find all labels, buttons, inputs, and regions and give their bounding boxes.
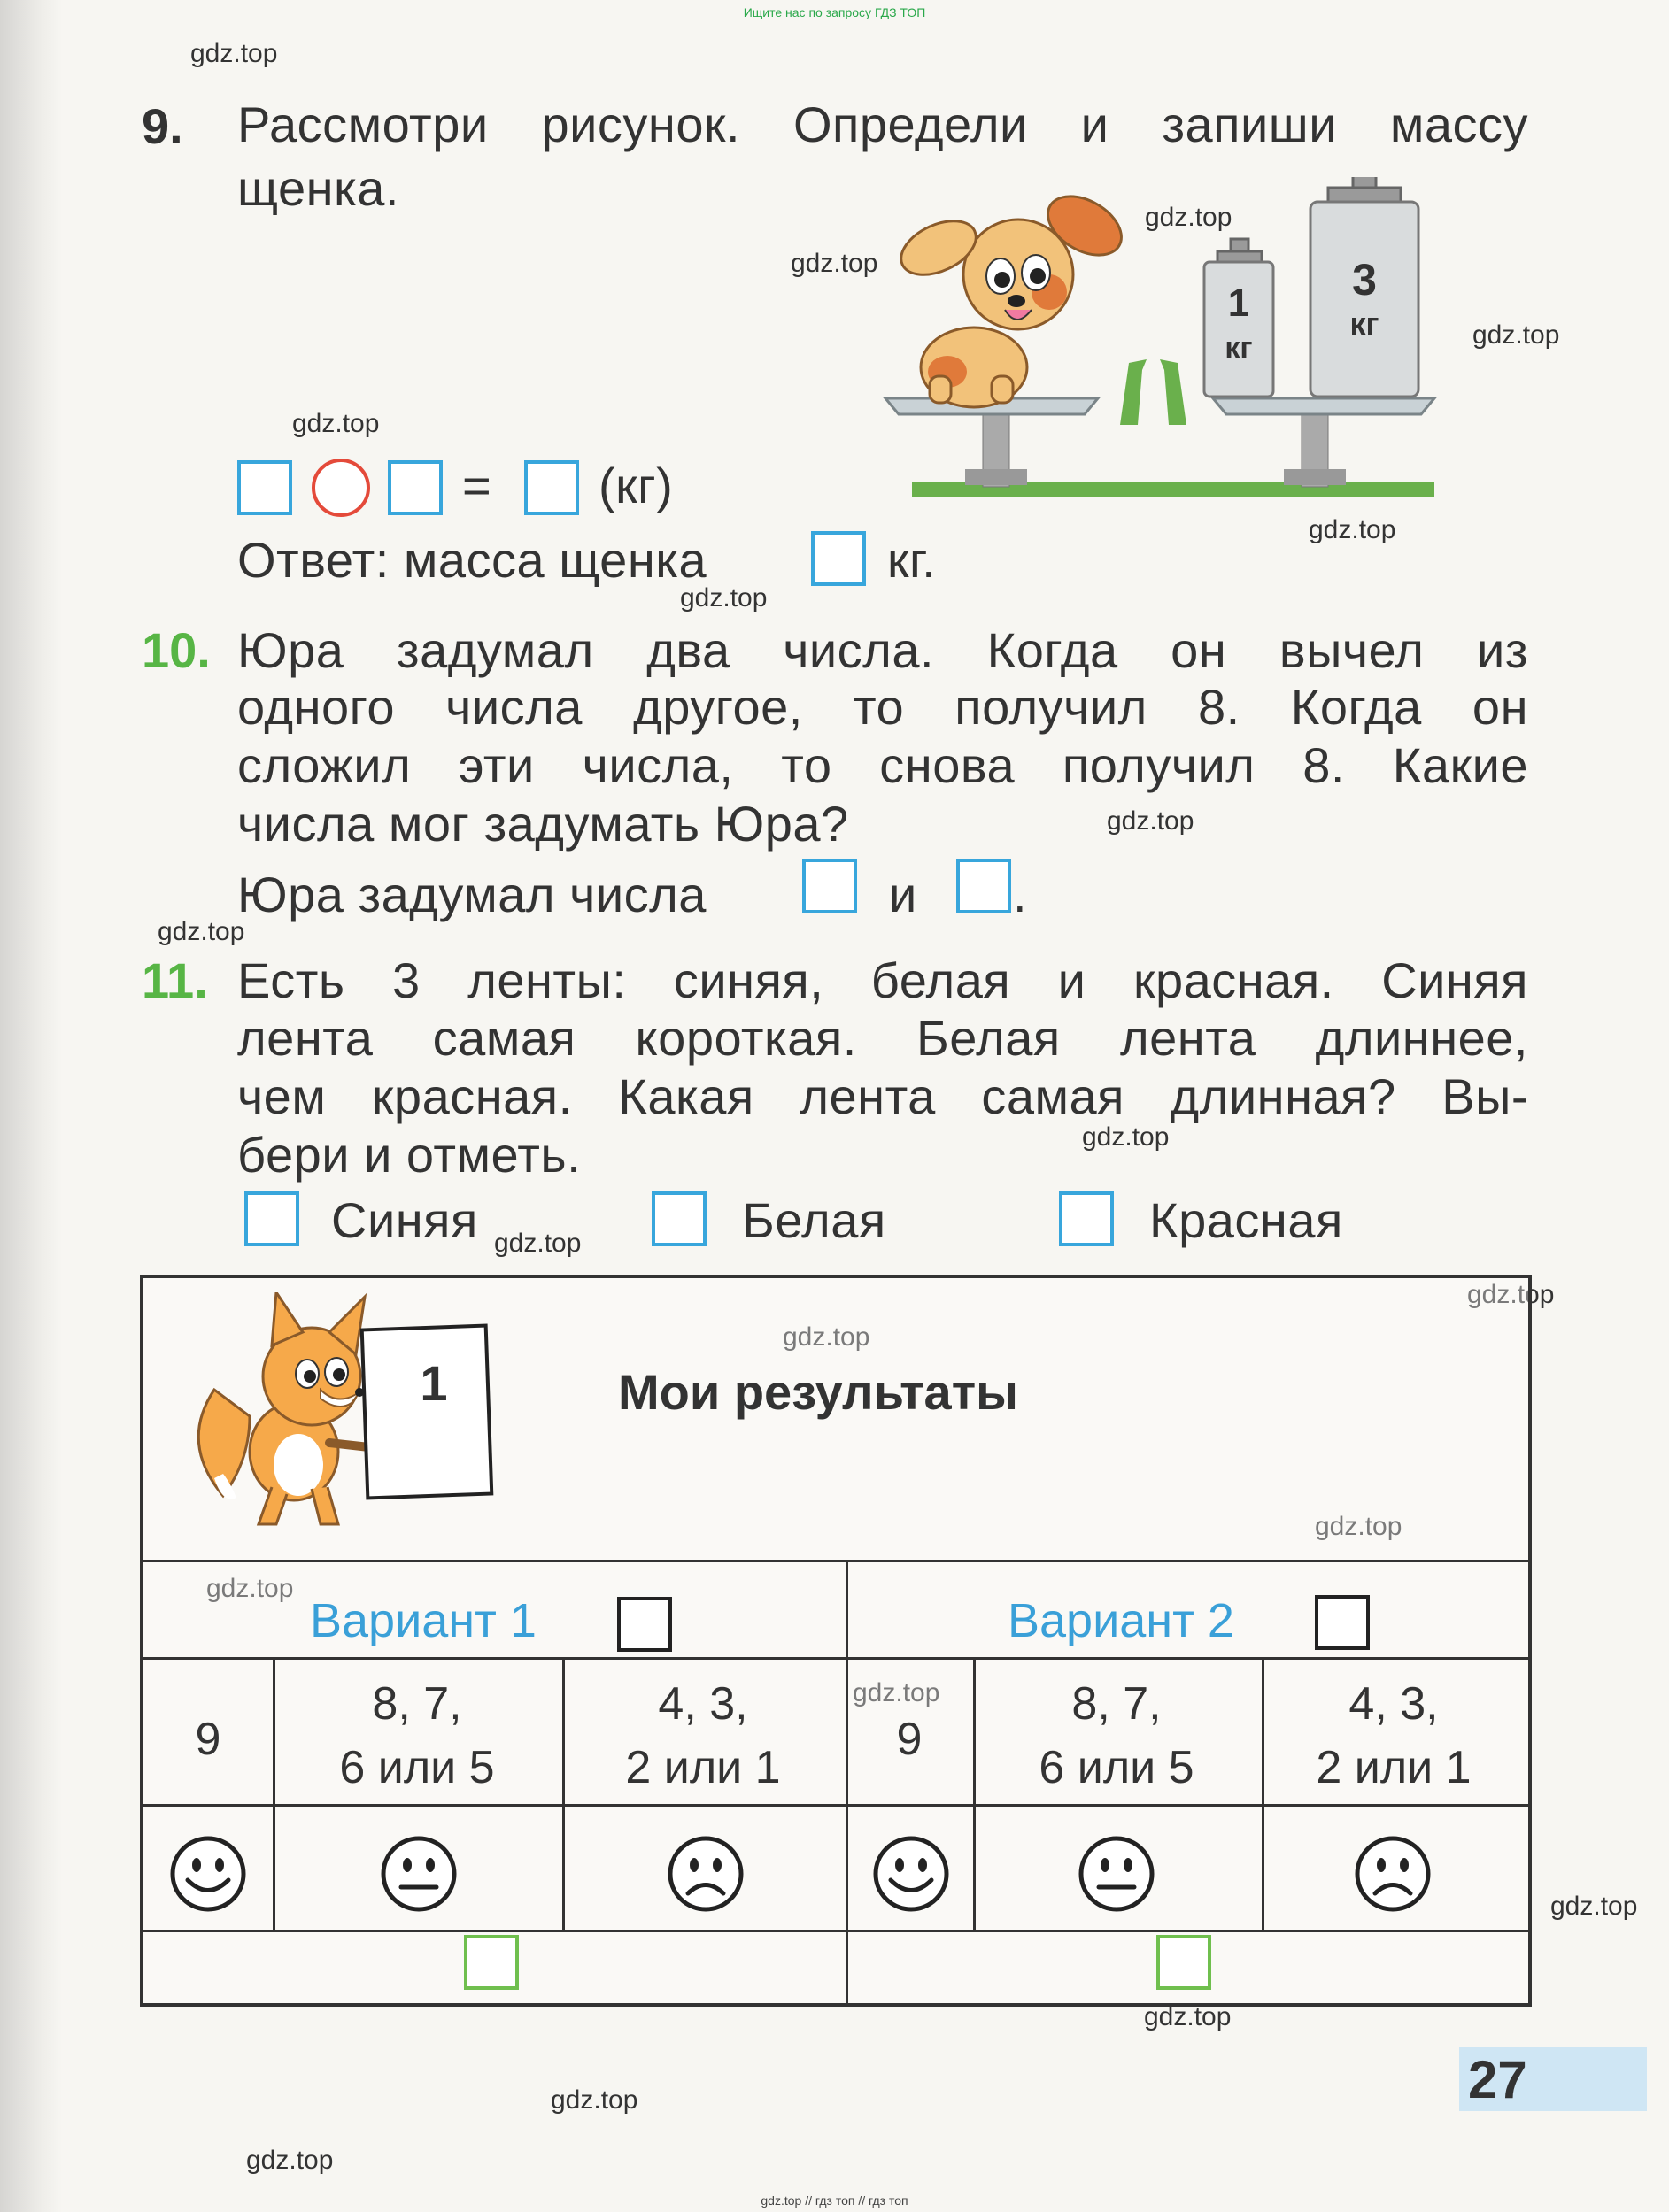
answer-box[interactable] [802, 859, 857, 913]
variant-2-label: Вариант 2 [1008, 1594, 1234, 1647]
result-checkbox[interactable] [1156, 1935, 1211, 1990]
variant-2-checkbox[interactable] [1315, 1595, 1370, 1650]
score-cell: 4, 3, [1348, 1678, 1439, 1730]
watermark: gdz.top [1550, 1892, 1638, 1921]
score-cell: 6 или 5 [339, 1742, 495, 1793]
task-10-answer-text: Юра задумал числа [237, 867, 707, 922]
watermark: gdz.top [246, 2146, 334, 2175]
puppy-icon [892, 184, 1132, 407]
answer-box[interactable] [388, 460, 443, 515]
score-cell: 8, 7, [372, 1678, 462, 1730]
task-10-text-line: одного числа другое, то получил 8. Когда он [237, 679, 1528, 735]
option-red-checkbox[interactable] [1059, 1191, 1114, 1246]
answer-box[interactable] [237, 460, 292, 515]
operation-circle[interactable] [312, 459, 370, 517]
result-checkbox[interactable] [464, 1935, 519, 1990]
answer-unit: кг. [887, 532, 937, 588]
right-pan-icon [1213, 398, 1434, 414]
watermark: gdz.top [1467, 1280, 1555, 1309]
watermark: gdz.top [551, 2085, 638, 2115]
watermark: gdz.top [1107, 806, 1194, 836]
task-11-number: 11. [142, 952, 208, 1008]
results-title: Мои результаты [618, 1364, 1018, 1420]
header-note: Ищите нас по запросу ГДЗ ТОП [743, 5, 926, 19]
task-10-text-line: сложил эти числа, то снова получил 8. Какие [237, 737, 1528, 793]
watermark: gdz.top [783, 1322, 870, 1352]
variant-1-label: Вариант 1 [310, 1594, 537, 1647]
page-number: 27 [1468, 2050, 1527, 2109]
task-11-text-line: Есть 3 ленты: синяя, белая и красная. Синяя [237, 952, 1528, 1008]
watermark: gdz.top [791, 249, 878, 278]
footer-note: gdz.top // гдз топ // гдз топ [761, 2193, 908, 2208]
page-edge-shadow [0, 0, 62, 2212]
weight-1kg-unit: кг [1225, 331, 1253, 365]
task-11-text-line: бери и отметь. [237, 1127, 582, 1183]
watermark: gdz.top [1082, 1122, 1170, 1152]
unit-label: (кг) [599, 458, 674, 513]
variant-1-checkbox[interactable] [617, 1597, 672, 1652]
watermark: gdz.top [1309, 515, 1396, 544]
score-cell: 2 или 1 [625, 1742, 781, 1793]
watermark: gdz.top [1315, 1512, 1402, 1541]
sad-face-icon [666, 1834, 746, 1914]
task-11-text-line: лента самая короткая. Белая лента длиннее, [237, 1010, 1528, 1066]
option-red-label: Красная [1149, 1192, 1343, 1248]
answer-text: Ответ: масса щенка [237, 532, 707, 588]
watermark: gdz.top [1144, 2002, 1232, 2031]
option-blue-checkbox[interactable] [244, 1191, 299, 1246]
page-number-tab [1459, 2047, 1647, 2111]
happy-face-icon [871, 1834, 951, 1914]
weight-3kg-unit: кг [1349, 305, 1379, 342]
task-9-number: 9. [142, 98, 183, 154]
score-cell: 6 или 5 [1039, 1742, 1194, 1793]
score-cell: 9 [195, 1714, 221, 1765]
neutral-face-icon [1077, 1834, 1156, 1914]
neutral-face-icon [379, 1834, 459, 1914]
task-11-text-line: чем красная. Какая лента самая длинная? Вы- [237, 1068, 1528, 1124]
task-10-text-line: Юра задумал два числа. Когда он вычел из [237, 622, 1528, 678]
option-blue-label: Синяя [331, 1192, 478, 1248]
watermark: gdz.top [1145, 203, 1232, 232]
sad-face-icon [1353, 1834, 1433, 1914]
task-9-text-line: Рассмотри рисунок. Определи и запиши массу [237, 96, 1528, 152]
answer-box[interactable] [956, 859, 1011, 913]
task-9-text-line: щенка. [237, 160, 399, 216]
watermark: gdz.top [494, 1229, 582, 1258]
watermark: gdz.top [158, 917, 245, 946]
option-white-label: Белая [742, 1192, 886, 1248]
weight-3kg-value: 3 [1352, 255, 1377, 304]
happy-face-icon [168, 1834, 248, 1914]
watermark: gdz.top [853, 1678, 940, 1707]
option-white-checkbox[interactable] [652, 1191, 707, 1246]
task-10-and: и [889, 867, 917, 922]
result-card-icon [362, 1326, 492, 1499]
score-cell: 8, 7, [1071, 1678, 1162, 1730]
watermark: gdz.top [206, 1574, 294, 1603]
watermark: gdz.top [292, 409, 380, 438]
answer-box[interactable] [524, 460, 579, 515]
watermark: gdz.top [680, 583, 768, 613]
watermark: gdz.top [1472, 320, 1560, 350]
task-10-number: 10. [142, 622, 211, 678]
result-card-number: 1 [420, 1355, 448, 1411]
task-10-text-line: числа мог задумать Юра? [237, 796, 849, 852]
weight-1kg-value: 1 [1227, 281, 1250, 325]
score-cell: 2 или 1 [1316, 1742, 1472, 1793]
answer-box[interactable] [811, 531, 866, 586]
task-10-period: . [1013, 867, 1028, 922]
watermark: gdz.top [190, 39, 278, 68]
score-cell: 9 [896, 1714, 923, 1765]
score-cell: 4, 3, [658, 1678, 748, 1730]
fox-icon [188, 1292, 506, 1531]
equals-sign: = [462, 458, 492, 513]
